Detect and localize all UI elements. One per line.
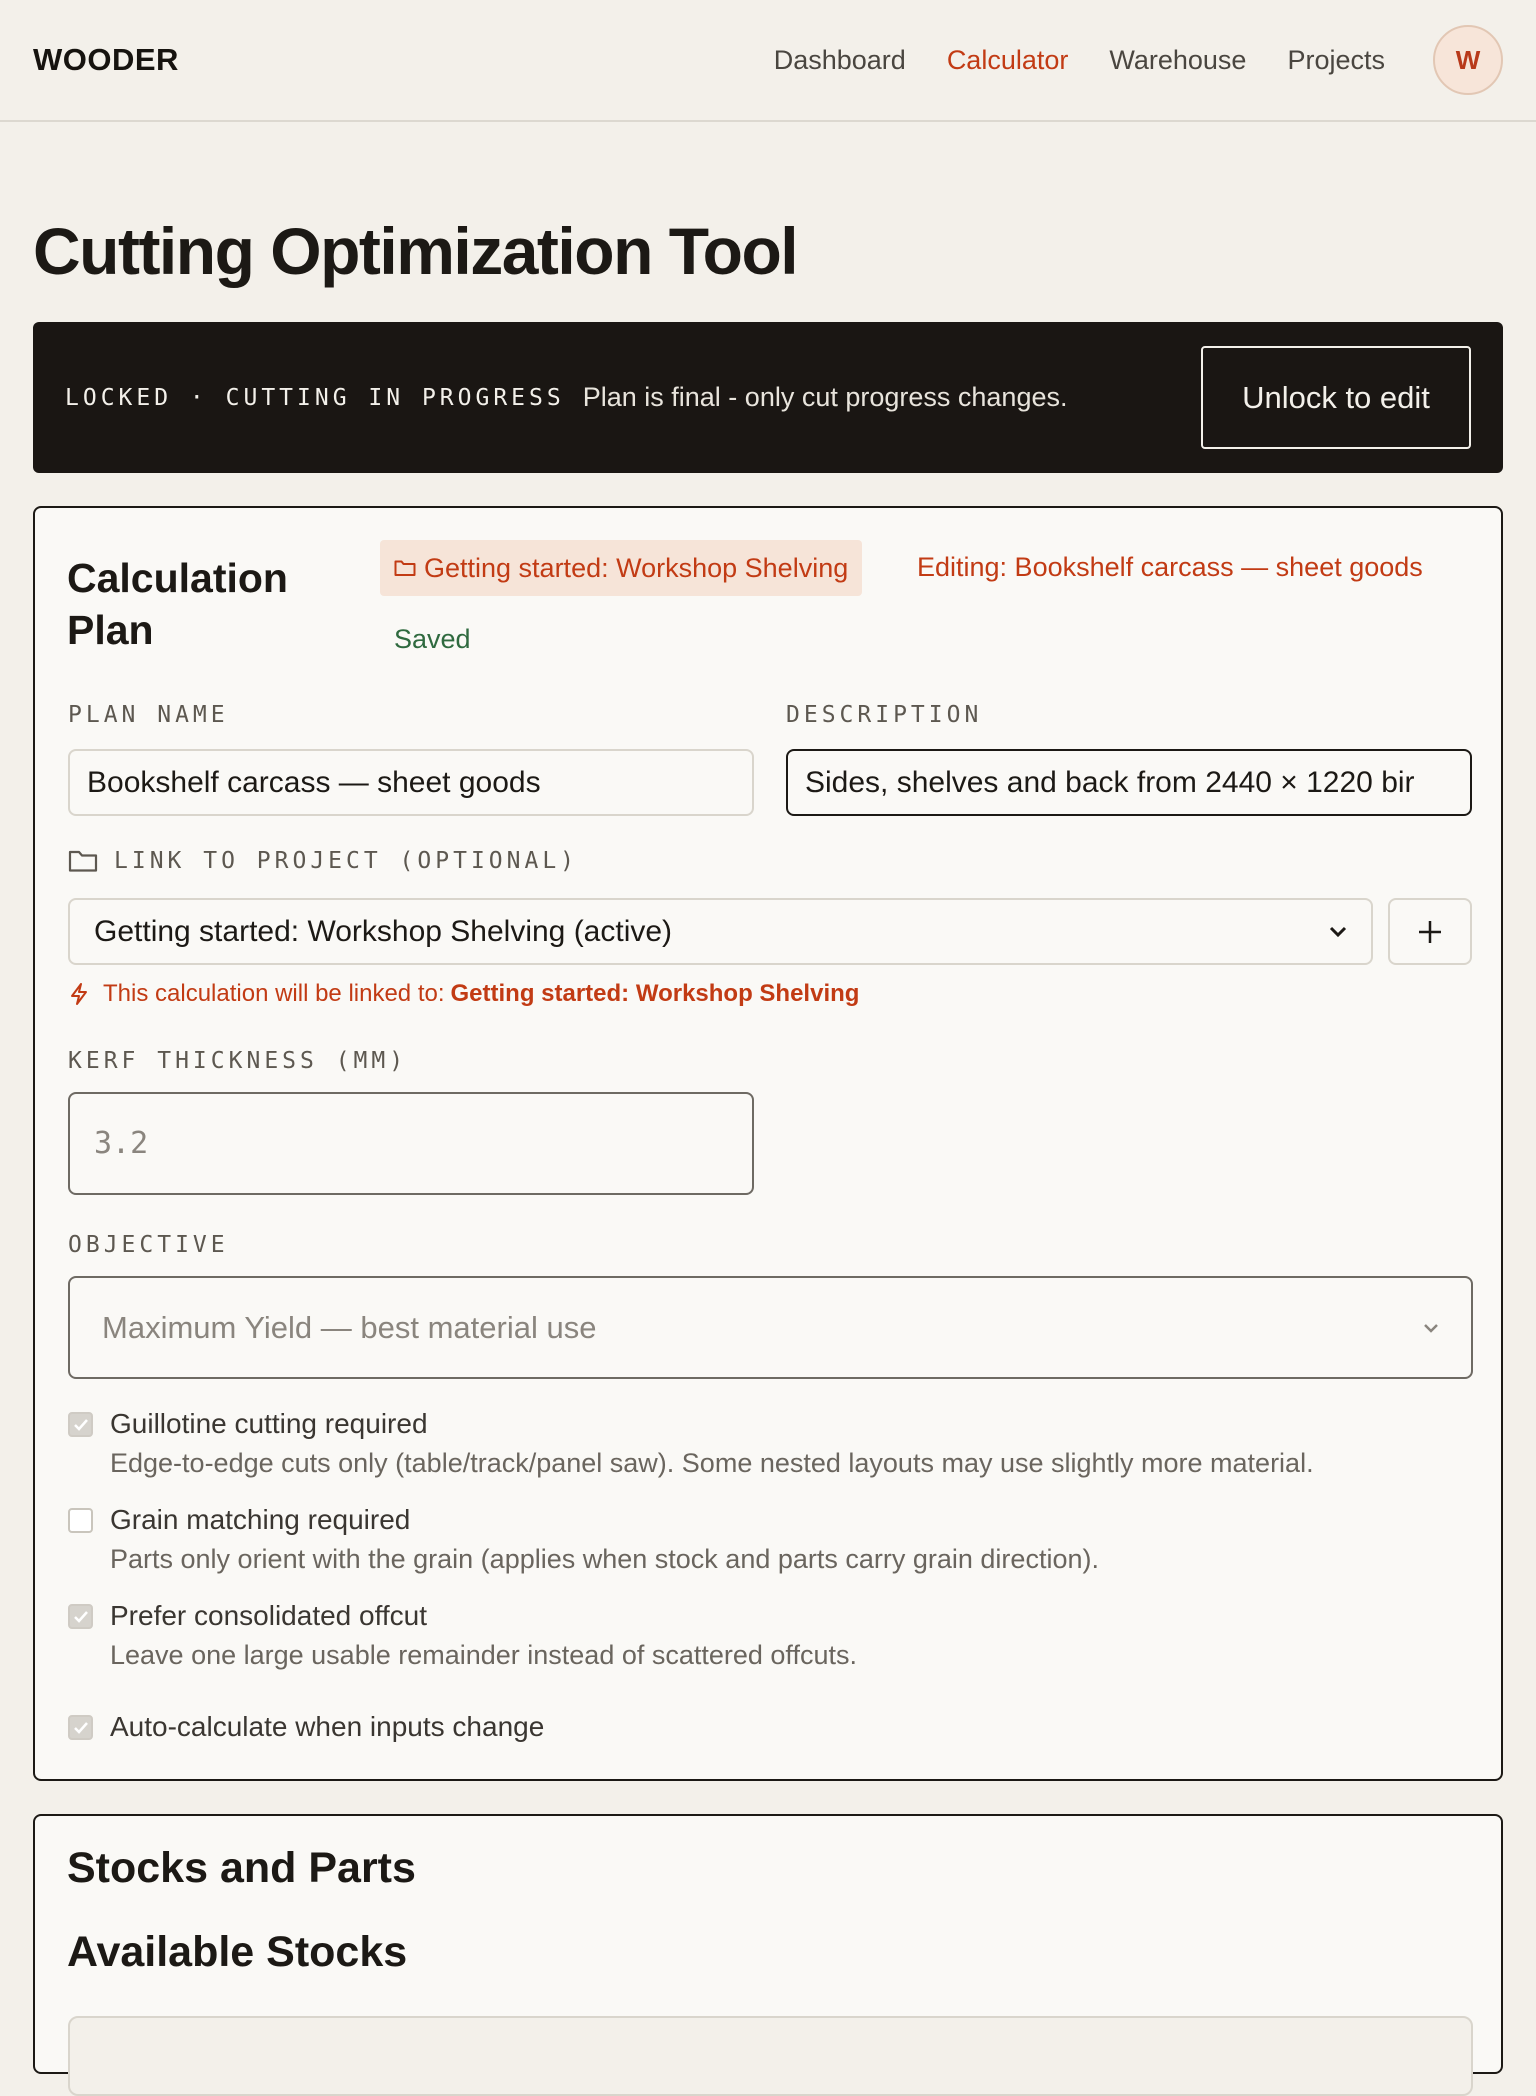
link-note-prefix: This calculation will be linked to: (103, 980, 445, 1007)
saved-status: Saved (394, 624, 471, 654)
lock-status-label: LOCKED · CUTTING IN PROGRESS (65, 384, 565, 411)
option-title: Prefer consolidated offcut (110, 1600, 428, 1631)
nav-link-warehouse[interactable]: Warehouse (1109, 44, 1247, 75)
calculation-plan-card (33, 506, 1503, 1781)
option-description: Edge-to-edge cuts only (table/track/panel saw). Some nested layouts may use slightly more material. (110, 1448, 1314, 1478)
plus-icon (1417, 919, 1443, 945)
objective-label: OBJECTIVE (68, 1232, 229, 1258)
stocks-and-parts-card (33, 1814, 1503, 2074)
chevron-down-icon (1423, 1323, 1439, 1333)
guillotine-checkbox[interactable] (68, 1412, 93, 1437)
editing-indicator: Editing: Bookshelf carcass — sheet goods (917, 552, 1423, 582)
description-label: DESCRIPTION (786, 702, 983, 728)
grain-checkbox[interactable] (68, 1508, 93, 1533)
lightning-icon (69, 982, 89, 1006)
nav-link-dashboard[interactable]: Dashboard (773, 44, 906, 75)
kerf-label: KERF THICKNESS (MM) (68, 1048, 408, 1074)
brand-logo[interactable]: WOODER (33, 42, 179, 77)
option-description: Leave one large usable remainder instead of scattered offcuts. (110, 1640, 857, 1670)
lock-message: Plan is final - only cut progress changes. (582, 382, 1068, 412)
check-icon (73, 1610, 89, 1624)
auto-calculate-checkbox[interactable] (68, 1715, 93, 1740)
plan-name-input[interactable]: Bookshelf carcass — sheet goods (68, 749, 754, 816)
objective-select[interactable] (68, 1276, 1473, 1379)
unlock-to-edit-button[interactable]: Unlock to edit (1201, 346, 1471, 449)
project-select-value: Getting started: Workshop Shelving (active) (94, 914, 673, 948)
check-icon (73, 1418, 89, 1432)
project-chip[interactable] (380, 540, 862, 596)
stock-list (68, 2016, 1473, 2096)
link-project-label-row (68, 848, 578, 874)
page-title: Cutting Optimization Tool (33, 214, 798, 288)
folder-icon (68, 849, 98, 873)
plan-name-label: PLAN NAME (68, 702, 229, 728)
option-title: Auto-calculate when inputs change (110, 1711, 545, 1742)
available-stocks-heading: Available Stocks (67, 1928, 408, 1976)
user-avatar[interactable]: W (1433, 25, 1503, 95)
consolidated-offcut-checkbox[interactable] (68, 1604, 93, 1629)
stocks-parts-heading: Stocks and Parts (67, 1844, 416, 1892)
description-input[interactable]: Sides, shelves and back from 2440 × 1220 bir (786, 749, 1472, 816)
nav-link-calculator[interactable]: Calculator (946, 44, 1069, 75)
folder-icon (394, 559, 416, 577)
add-project-button[interactable] (1388, 898, 1472, 965)
top-nav (0, 0, 1536, 122)
nav-links (733, 25, 1503, 95)
objective-select-value: Maximum Yield — best material use (102, 1309, 597, 1345)
option-description: Parts only orient with the grain (applies when stock and parts carry grain direction). (110, 1544, 1099, 1574)
link-note-project: Getting started: Workshop Shelving (450, 980, 860, 1007)
option-title: Guillotine cutting required (110, 1408, 428, 1439)
option-title: Grain matching required (110, 1504, 411, 1535)
plan-heading: Calculation Plan (67, 555, 288, 653)
project-select[interactable] (68, 898, 1373, 965)
check-icon (73, 1721, 89, 1735)
nav-link-projects[interactable]: Projects (1287, 44, 1385, 75)
lock-banner (33, 322, 1503, 473)
link-project-label: LINK TO PROJECT (OPTIONAL) (114, 848, 579, 874)
chevron-down-icon (1329, 926, 1347, 938)
link-note (69, 980, 859, 1008)
kerf-input[interactable]: 3.2 (68, 1092, 754, 1195)
project-chip-label: Getting started: Workshop Shelving (424, 552, 849, 583)
